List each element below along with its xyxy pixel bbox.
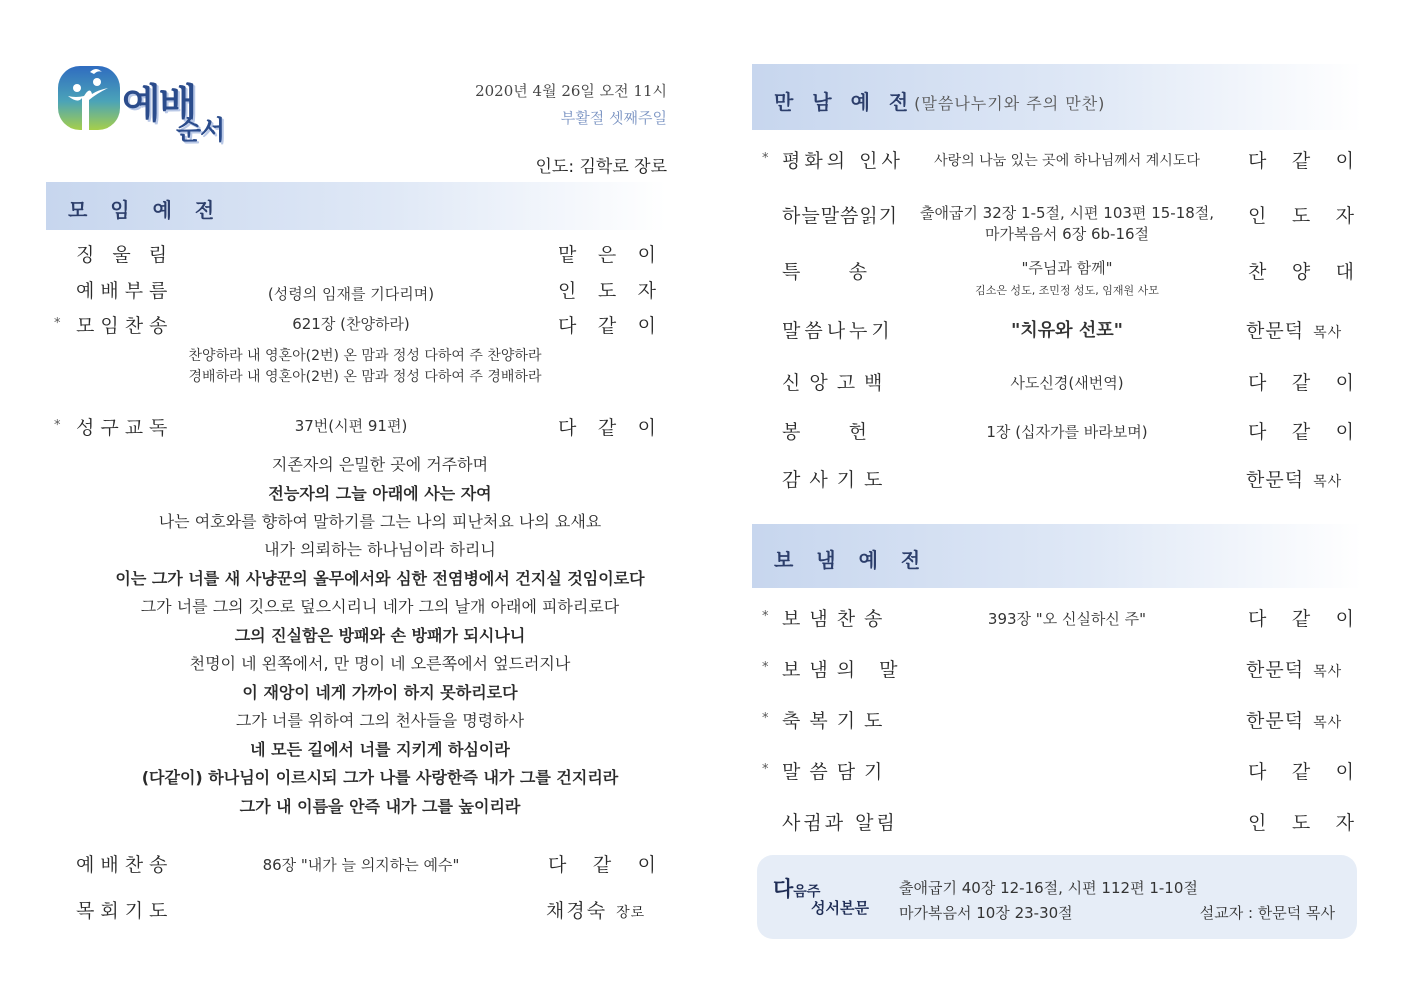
order-row	[752, 806, 1362, 836]
next-week-label-sub: 성서본문	[811, 899, 869, 917]
row-responsible-char: 다	[1248, 761, 1269, 783]
psalm-line: 이 재앙이 네게 가까이 하지 못하리로다	[242, 683, 518, 702]
row-responsible	[1248, 757, 1356, 784]
service-date: 2020년 4월 26일 오전 11시	[475, 82, 667, 100]
row-responsible-char: 같	[1291, 761, 1313, 783]
standing-marker: *	[54, 316, 61, 331]
row-responsible	[1246, 655, 1366, 682]
standing-marker: *	[54, 418, 61, 433]
row-responsible-char: 인	[558, 280, 579, 302]
row-detail: 393장 "오 신실하신 주"	[987, 610, 1147, 628]
row-responsible-char: 다	[548, 854, 569, 876]
row-responsible-char: 같	[1291, 150, 1313, 172]
row-responsible-char: 자	[637, 280, 658, 302]
row-responsible	[1246, 316, 1366, 343]
next-week-box	[757, 855, 1357, 939]
row-responsible-char: 다	[1248, 421, 1269, 443]
row-responsible	[1248, 368, 1356, 395]
next-week-reading-line: 마가복음서 10장 23-30절	[899, 904, 1073, 922]
row-responsible-char: 자	[1335, 812, 1356, 834]
row-detail-line: 마가복음서 6장 6b-16절	[984, 225, 1150, 243]
order-row	[752, 415, 1362, 445]
row-responsible	[1246, 465, 1366, 492]
psalm-line: 그가 너를 그의 깃으로 덮으시리니 네가 그의 날개 아래에 피하리로다	[140, 597, 620, 616]
row-detail: 1장 (십자가를 바라보며)	[986, 423, 1148, 441]
standing-marker: *	[762, 660, 769, 675]
psalm-line: 전능자의 그늘 아래에 사는 자여	[268, 484, 492, 503]
next-week-reading-line: 출애굽기 40장 12-16절, 시편 112편 1-10절	[899, 879, 1198, 897]
row-responsible-char: 도	[1291, 812, 1313, 834]
order-row	[46, 274, 666, 304]
row-responsible	[558, 240, 658, 267]
section-band-meeting	[752, 64, 1362, 130]
next-week-label-small: 음주	[793, 884, 821, 900]
standing-marker: *	[762, 151, 769, 166]
row-responsible-char: 이	[1335, 608, 1356, 630]
psalm-line: 천명이 네 왼쪽에서, 만 명이 네 오른쪽에서 엎드러지나	[189, 654, 571, 673]
row-label: 보냄찬송	[782, 608, 892, 630]
row-detail-line: "주님과 함께"	[1021, 259, 1113, 277]
order-row	[752, 255, 1362, 299]
order-row	[752, 463, 1362, 493]
psalm-line: 지존자의 은밀한 곳에 거주하며	[271, 455, 489, 474]
responsible-name: 한문덕	[1246, 469, 1305, 491]
psalm-line: 그가 내 이름을 안즉 내가 그를 높이리라	[239, 797, 521, 816]
row-label: 봉 헌	[782, 421, 868, 443]
psalm-line: 나는 여호와를 향하여 말하기를 그는 나의 피난처요 나의 요새요	[158, 512, 602, 531]
row-responsible-char: 이	[1335, 150, 1356, 172]
order-row	[46, 894, 666, 924]
row-responsible-char: 다	[558, 417, 579, 439]
row-responsible-char: 이	[637, 244, 658, 266]
order-row	[46, 238, 666, 268]
row-label: 성구교독	[76, 417, 174, 439]
section-title-meeting: 만 남 예 전	[774, 90, 915, 114]
row-responsible-char: 양	[1291, 261, 1313, 283]
row-detail-line: 출애굽기 32장 1-5절, 시편 103편 15-18절,	[919, 204, 1215, 222]
row-responsible-char: 같	[597, 315, 619, 337]
row-detail	[902, 203, 1232, 245]
row-responsible-char: 다	[558, 315, 579, 337]
row-label: 모임찬송	[76, 315, 174, 337]
logo-title-primary: 예배	[122, 80, 196, 127]
row-responsible-char: 이	[1335, 372, 1356, 394]
row-responsible-char: 다	[1248, 150, 1269, 172]
row-responsible	[1248, 417, 1356, 444]
order-row	[752, 199, 1362, 245]
row-responsible-char: 같	[597, 417, 619, 439]
section-title-sending: 보 냄 예 전	[774, 548, 929, 572]
responsible-name: 한문덕	[1246, 659, 1305, 681]
row-detail: 621장 (찬양하라)	[292, 315, 410, 333]
order-row	[46, 309, 666, 339]
order-row	[752, 366, 1362, 396]
row-responsible	[1248, 808, 1356, 835]
row-detail: 37번(시편 91편)	[294, 417, 408, 435]
section-band-sending	[752, 524, 1362, 588]
hymn-lyric-line: 찬양하라 내 영혼아(2번) 온 맘과 정성 다하여 주 찬양하라	[188, 348, 542, 364]
row-responsible	[558, 413, 658, 440]
psalm-line: 그의 진실함은 방패와 손 방패가 되시나니	[234, 626, 526, 645]
row-detail: 86장 "내가 늘 의지하는 예수"	[262, 856, 460, 874]
row-responsible-char: 인	[1248, 205, 1269, 227]
psalm-line: 그가 너를 위하여 그의 천사들을 명령하사	[235, 711, 525, 730]
row-detail: 사랑의 나눔 있는 곳에 하나님께서 계시도다	[934, 153, 1200, 169]
order-row	[752, 704, 1362, 734]
row-responsible-char: 같	[1291, 421, 1313, 443]
section-band-gathering	[46, 182, 666, 230]
next-week-label-big: 다	[773, 877, 794, 901]
row-responsible-char: 자	[1335, 205, 1356, 227]
row-responsible	[1248, 257, 1356, 284]
row-detail	[902, 257, 1232, 298]
row-responsible-char: 이	[637, 315, 658, 337]
logo-title-secondary: 순서	[176, 116, 225, 146]
row-responsible	[558, 276, 658, 303]
row-detail: 사도신경(새번역)	[1010, 374, 1124, 392]
responsible-name: 채경숙	[546, 900, 608, 922]
row-responsible	[1248, 604, 1356, 631]
row-label: 말씀담기	[782, 761, 892, 783]
responsible-title: 목사	[1313, 474, 1343, 490]
row-responsible	[1246, 706, 1366, 733]
responsible-title: 목사	[1313, 325, 1343, 341]
next-week-preacher: 설교자 : 한문덕 목사	[1199, 904, 1335, 922]
row-responsible-char: 같	[1291, 608, 1313, 630]
row-responsible-char: 다	[1248, 372, 1269, 394]
order-row	[46, 848, 666, 878]
sermon-title: "치유와 선포"	[1011, 320, 1123, 341]
row-responsible-char: 찬	[1248, 261, 1269, 283]
row-label: 신앙고백	[782, 372, 892, 394]
row-responsible-char: 도	[1291, 205, 1313, 227]
row-label: 특 송	[782, 261, 868, 283]
row-label: 사귐과 알림	[782, 812, 898, 834]
row-responsible-char: 다	[1248, 608, 1269, 630]
row-responsible-char: 이	[1335, 761, 1356, 783]
row-detail-line: 김소은 성도, 조민정 성도, 임재원 사모	[975, 284, 1159, 297]
order-row	[46, 411, 666, 441]
section-subtitle-meeting: (말씀나누기와 주의 만찬)	[914, 94, 1106, 113]
service-week: 부활절 셋째주일	[560, 109, 667, 127]
row-responsible-char: 이	[637, 417, 658, 439]
row-responsible-char: 이	[637, 854, 658, 876]
row-label: 감사기도	[782, 469, 892, 491]
logo	[56, 64, 246, 146]
row-responsible	[548, 850, 658, 877]
standing-marker: *	[762, 609, 769, 624]
order-row	[752, 653, 1362, 683]
standing-marker: *	[762, 762, 769, 777]
row-label: 축복기도	[782, 710, 892, 732]
psalm-line: 이는 그가 너를 새 사냥꾼의 올무에서와 심한 전염병에서 건지실 것임이로다	[115, 569, 645, 588]
row-label: 예배찬송	[76, 854, 174, 876]
row-label: 징 울 림	[76, 244, 174, 266]
row-label: 목회기도	[76, 900, 174, 922]
psalm-line: 네 모든 길에서 너를 지키게 하심이라	[250, 740, 510, 759]
order-row	[752, 144, 1362, 174]
row-label: 예배부름	[76, 280, 174, 302]
service-leader: 인도: 김학로 장로	[535, 157, 667, 177]
row-responsible-char: 은	[597, 244, 619, 266]
responsible-title: 장로	[616, 905, 646, 921]
row-label: 보냄의 말	[782, 659, 907, 681]
row-responsible-char: 같	[1291, 372, 1313, 394]
responsible-title: 목사	[1313, 715, 1343, 731]
standing-marker: *	[762, 711, 769, 726]
row-responsible-char: 맡	[558, 244, 579, 266]
row-responsible-char: 같	[592, 854, 614, 876]
row-responsible-char: 대	[1335, 261, 1356, 283]
row-responsible-char: 이	[1335, 421, 1356, 443]
hymn-lyrics	[150, 346, 580, 388]
responsible-name: 한문덕	[1246, 710, 1305, 732]
row-label: 평화의 인사	[782, 150, 904, 172]
row-responsible	[558, 311, 658, 338]
row-detail: (성령의 임재를 기다리며)	[267, 285, 435, 303]
hymn-lyric-line: 경배하라 내 영혼아(2번) 온 맘과 정성 다하여 주 경배하라	[188, 369, 542, 385]
row-label: 하늘말씀읽기	[782, 205, 899, 227]
order-row	[752, 314, 1362, 344]
row-responsible	[1248, 201, 1356, 228]
responsible-name: 한문덕	[1246, 320, 1305, 342]
psalm-line: (다같이) 하나님이 이르시되 그가 나를 사랑한즉 내가 그를 건지리라	[141, 768, 619, 787]
row-responsible-char: 도	[597, 280, 619, 302]
logo-tree-icon	[56, 64, 122, 134]
row-responsible-char: 인	[1248, 812, 1269, 834]
order-row	[752, 602, 1362, 632]
order-row	[752, 755, 1362, 785]
row-responsible	[1248, 146, 1356, 173]
row-responsible	[546, 896, 666, 923]
row-label: 말씀나누기	[782, 320, 894, 342]
responsible-title: 목사	[1313, 664, 1343, 680]
psalm-line: 내가 의뢰하는 하나님이라 하리니	[264, 540, 496, 559]
section-title-gathering: 모 임 예 전	[68, 198, 223, 222]
